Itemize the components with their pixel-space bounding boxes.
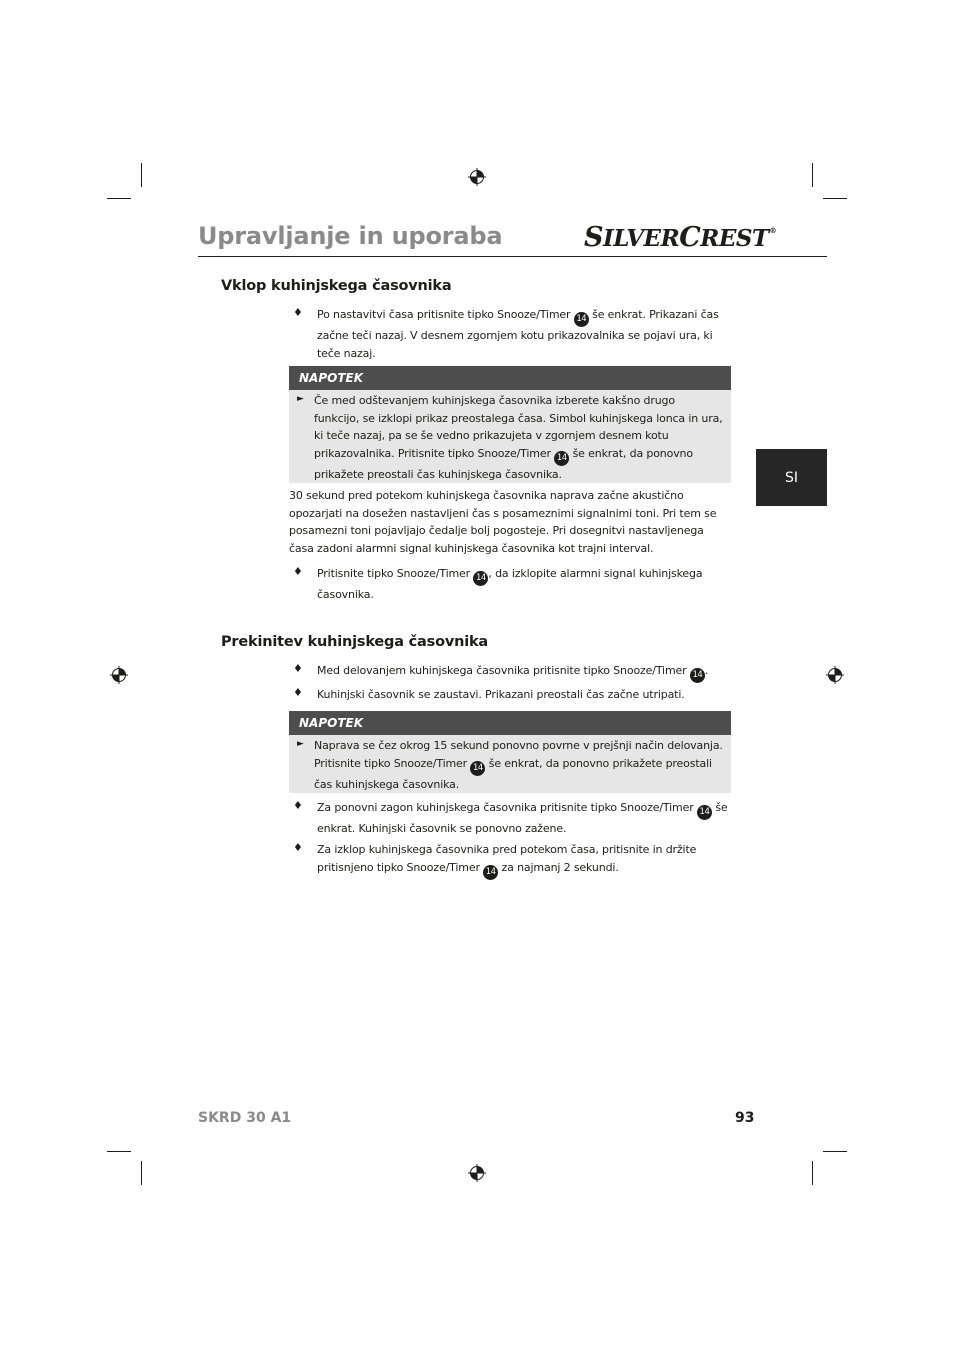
section-heading: Prekinitev kuhinjskega časovnika — [221, 634, 489, 650]
reference-number-badge: 14 — [483, 865, 498, 880]
page-title: Upravljanje in uporaba — [198, 222, 503, 250]
registration-mark-icon — [468, 168, 486, 186]
registration-mark-icon — [468, 1164, 486, 1182]
list-item: ♦ Po nastavitvi časa pritisnite tipko Snooze/Timer 14 še enkrat. Prikazani čas začne teči nazaj. V desnem zgornjem kotu prikazovalnika se pojavi ura, ki teče nazaj. — [293, 306, 719, 360]
model-number: SKRD 30 A1 — [198, 1110, 292, 1126]
bullet-diamond-icon: ♦ — [293, 565, 303, 578]
bullet-diamond-icon: ♦ — [293, 662, 303, 675]
reference-number-badge: 14 — [470, 761, 485, 776]
reference-number-badge: 14 — [697, 805, 712, 820]
reference-number-badge: 14 — [473, 571, 488, 586]
bullet-diamond-icon: ♦ — [293, 686, 303, 699]
list-item: ♦ Za izklop kuhinjskega časovnika pred potekom časa, pritisnite in držite pritisnjeno tipko Snooze/Timer 14 za najmanj 2 sekundi. — [289, 841, 729, 880]
section-heading: Vklop kuhinjskega časovnika — [221, 278, 452, 294]
note-body: ► Če med odštevanjem kuhinjskega časovnika izberete kakšno drugo funkcijo, se izklopi prikaz preostalega časa. Simbol kuhinjskega lonca in ura, ki teče nazaj, pa se še vedno prikazujeta v zgornjem desnem kotu prikazovalnika. Pritisnite tipko Snooze/Timer 14 še enkrat, da ponovno prikažete preostali čas kuhinjskega časovnika. — [289, 390, 731, 483]
brand-logo: SILVERCREST® — [584, 222, 777, 253]
crop-mark — [812, 163, 813, 187]
crop-mark — [107, 198, 131, 199]
registration-mark-icon — [110, 666, 128, 684]
note-body: ► Naprava se čez okrog 15 sekund ponovno povrne v prejšnji način delovanja. Pritisnite tipko Snooze/Timer 14 še enkrat, da ponovno prikažete preostali čas kuhinjskega časovnika. — [289, 735, 731, 793]
crop-mark — [141, 1161, 142, 1185]
page-number: 93 — [735, 1110, 755, 1126]
note-header: NAPOTEK — [289, 366, 731, 390]
reference-number-badge: 14 — [554, 451, 569, 466]
reference-number-badge: 14 — [690, 668, 705, 683]
paragraph: 30 sekund pred potekom kuhinjskega časovnika naprava začne akustično opozarjati na dosežen nastavljeni čas s posameznimi signalnimi toni. Pri tem se posamezni toni pojavljajo čedalje bolj pogosteje. Pri dosegnitvi nastavljenega časa zadoni alarmni signal kuhinjskega časovnika kot trajni interval. — [289, 489, 717, 555]
crop-mark — [823, 198, 847, 199]
title-divider — [198, 256, 827, 257]
bullet-diamond-icon: ♦ — [293, 306, 303, 319]
registration-mark-icon — [826, 666, 844, 684]
list-item: ♦ Za ponovni zagon kuhinjskega časovnika pritisnite tipko Snooze/Timer 14 še enkrat. Kuhinjski časovnik se ponovno zažene. — [293, 799, 728, 836]
bullet-diamond-icon: ♦ — [293, 841, 303, 854]
list-item: ♦ Pritisnite tipko Snooze/Timer 14 , da izklopite alarmni signal kuhinjskega časovnika. — [293, 565, 703, 602]
crop-mark — [812, 1161, 813, 1185]
note-header: NAPOTEK — [289, 711, 731, 735]
arrow-right-icon: ► — [297, 394, 304, 404]
list-item: ♦ Med delovanjem kuhinjskega časovnika pritisnite tipko Snooze/Timer 14 . — [289, 662, 729, 683]
reference-number-badge: 14 — [574, 312, 589, 327]
crop-mark — [107, 1151, 131, 1152]
bullet-diamond-icon: ♦ — [293, 799, 303, 812]
crop-mark — [823, 1151, 847, 1152]
list-item: ♦ Kuhinjski časovnik se zaustavi. Prikazani preostali čas začne utripati. — [293, 686, 685, 701]
crop-mark — [141, 163, 142, 187]
language-tab: SI — [756, 449, 827, 506]
arrow-right-icon: ► — [297, 739, 304, 749]
